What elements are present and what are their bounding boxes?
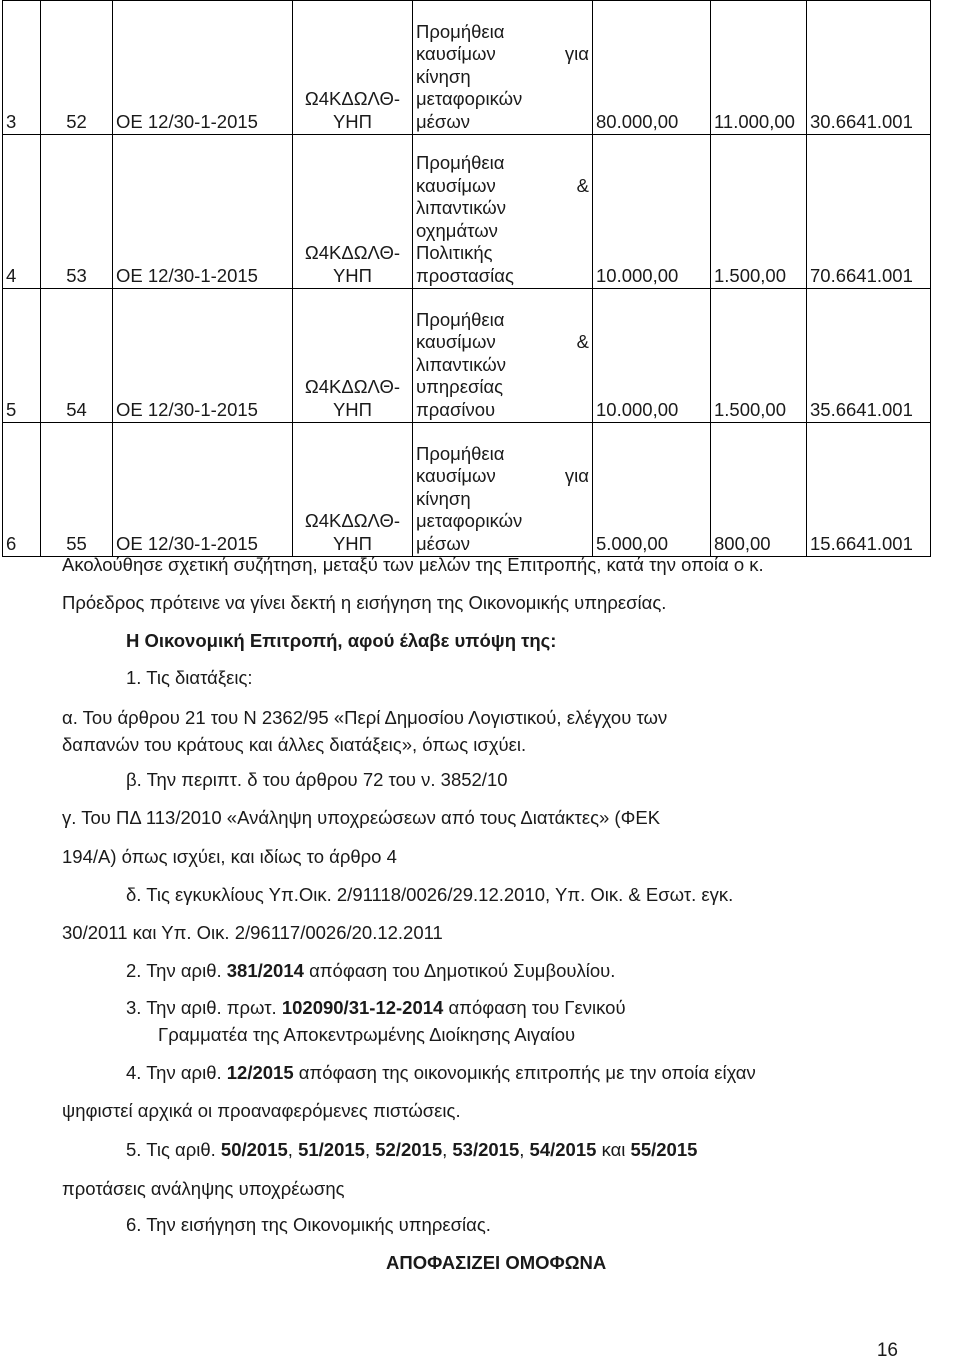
amount-1-cell: 10.000,00: [593, 289, 711, 423]
item-1: 1. Τις διατάξεις:: [126, 667, 253, 688]
item-4-pre: 4. Την αριθ.: [126, 1062, 227, 1083]
item-5-comma-4: ,: [519, 1139, 525, 1160]
reference-cell: ΟΕ 12/30-1-2015: [113, 289, 293, 423]
code-bottom: ΥΗΠ: [332, 111, 373, 132]
description-line: λιπαντικών: [416, 197, 506, 218]
description-cell: [413, 135, 593, 289]
description-line: μεταφορικών: [416, 88, 523, 109]
item-5-line-2: προτάσεις ανάληψης υποχρέωσης: [62, 1178, 345, 1199]
amount-2-cell: 1.500,00: [711, 135, 807, 289]
amount-1-cell: 10.000,00: [593, 135, 711, 289]
description-cell: [413, 423, 593, 557]
item-5-ref-4: 53/2015: [452, 1139, 520, 1160]
item-d-line-2: 30/2011 και Υπ. Οικ. 2/96117/0026/20.12.2011: [62, 922, 443, 943]
entry-id-cell: 53: [41, 135, 113, 289]
description-line: μεταφορικών: [416, 510, 523, 531]
description-line: καυσίμων για: [416, 465, 589, 486]
row-number-cell: 6: [3, 423, 41, 557]
code-cell: [293, 423, 413, 557]
item-4-line-2: ψηφιστεί αρχικά οι προαναφερόμενες πιστώσεις.: [62, 1100, 461, 1121]
description-line: πρασίνου: [416, 398, 496, 420]
description-line: υπηρεσίας: [416, 376, 504, 397]
reference-cell: ΟΕ 12/30-1-2015: [113, 1, 293, 135]
description-line: καυσίμων &: [416, 331, 589, 352]
item-2-pre: 2. Την αριθ.: [126, 960, 227, 981]
item-3-protocol-number: 102090/31-12-2014: [281, 997, 444, 1018]
description-line: οχημάτων: [416, 219, 498, 241]
item-5-ref-6: 55/2015: [630, 1139, 698, 1160]
item-6: 6. Την εισήγηση της Οικονομικής υπηρεσίας.: [126, 1214, 491, 1235]
item-4-decision-number: 12/2015: [226, 1062, 294, 1083]
entry-id-cell: 55: [41, 423, 113, 557]
item-2-post: απόφαση του Δημοτικού Συμβουλίου.: [303, 960, 616, 981]
description-cell: [413, 289, 593, 423]
item-5-comma-1: ,: [287, 1139, 293, 1160]
item-5-ref-3: 52/2015: [375, 1139, 443, 1160]
description-line: Προμήθεια: [416, 442, 505, 464]
description-line: Πολιτικής: [416, 242, 493, 263]
item-5-and: και: [601, 1139, 626, 1160]
code-bottom: ΥΗΠ: [332, 399, 373, 420]
item-5: [126, 1139, 697, 1161]
code-top: Ω4ΚΔΩΛΘ-: [304, 510, 401, 531]
item-3-pre: 3. Την αριθ. πρωτ.: [126, 997, 282, 1018]
description-line: κίνηση: [416, 487, 471, 509]
item-d-line-1: δ. Τις εγκυκλίους Υπ.Οικ. 2/91118/0026/29.12.2010, Υπ. Οικ. & Εσωτ. εγκ.: [126, 884, 734, 905]
description-line: προστασίας: [416, 264, 514, 286]
code-top: Ω4ΚΔΩΛΘ-: [304, 242, 401, 263]
code-bottom: ΥΗΠ: [332, 533, 373, 554]
description-line: Προμήθεια: [416, 308, 505, 330]
code-cell: [293, 289, 413, 423]
item-2-decision-number: 381/2014: [226, 960, 304, 981]
code-bottom: ΥΗΠ: [332, 265, 373, 286]
reference-cell: ΟΕ 12/30-1-2015: [113, 135, 293, 289]
code-cell: [293, 1, 413, 135]
entry-id-cell: 52: [41, 1, 113, 135]
item-4: [126, 1062, 756, 1084]
discussion-line-2: Πρόεδρος πρότεινε να γίνει δεκτή η εισήγηση της Οικονομικής υπηρεσίας.: [62, 592, 667, 613]
code-top: Ω4ΚΔΩΛΘ-: [304, 88, 401, 109]
page-number: 16: [876, 1340, 898, 1361]
amount-1-cell: 5.000,00: [593, 423, 711, 557]
table-row: [3, 289, 931, 423]
account-code-cell: 35.6641.001: [807, 289, 931, 423]
description-cell: [413, 1, 593, 135]
table-row: [3, 135, 931, 289]
budget-table: [2, 0, 931, 557]
item-5-ref-2: 51/2015: [298, 1139, 365, 1160]
item-g-line-2: 194/Α) όπως ισχύει, και ιδίως το άρθρο 4: [62, 846, 397, 867]
item-b: β. Την περιπτ. δ του άρθρου 72 του ν. 3852/10: [126, 769, 508, 790]
committee-heading: Η Οικονομική Επιτροπή, αφού έλαβε υπόψη της:: [126, 630, 557, 651]
item-2: [126, 960, 615, 982]
description-line: Προμήθεια: [416, 152, 505, 173]
description-line: καυσίμων &: [416, 174, 589, 196]
account-code-cell: 15.6641.001: [807, 423, 931, 557]
item-3: [126, 997, 626, 1019]
item-5-pre: 5. Τις αριθ.: [126, 1139, 221, 1160]
description-line: λιπαντικών: [416, 353, 506, 375]
item-a-line-2: δαπανών του κράτους και άλλες διατάξεις», όπως ισχύει.: [62, 734, 527, 755]
table-row: [3, 423, 931, 557]
amount-2-cell: 800,00: [711, 423, 807, 557]
row-number-cell: 3: [3, 1, 41, 135]
entry-id-cell: 54: [41, 289, 113, 423]
item-5-comma-2: ,: [364, 1139, 371, 1160]
item-g-line-1: γ. Του ΠΔ 113/2010 «Ανάληψη υποχρεώσεων από τους Διατάκτες» (ΦΕΚ: [62, 807, 661, 828]
item-a-line-1: α. Του άρθρου 21 του Ν 2362/95 «Περί Δημοσίου Λογιστικού, ελέγχου των: [62, 707, 668, 728]
code-top: Ω4ΚΔΩΛΘ-: [304, 376, 401, 397]
item-5-ref-5: 54/2015: [529, 1139, 597, 1160]
amount-2-cell: 1.500,00: [711, 289, 807, 423]
item-4-post: απόφαση της οικονομικής επιτροπής με την οποία είχαν: [293, 1062, 756, 1083]
item-5-comma-3: ,: [442, 1139, 448, 1160]
account-code-cell: 30.6641.001: [807, 1, 931, 135]
row-number-cell: 4: [3, 135, 41, 289]
table-row: [3, 1, 931, 135]
row-number-cell: 5: [3, 289, 41, 423]
decision-heading: ΑΠΟΦΑΣΙΖΕΙ ΟΜΟΦΩΝΑ: [386, 1252, 607, 1273]
description-line: καυσίμων για: [416, 43, 589, 64]
item-3-post: απόφαση του Γενικού: [443, 997, 626, 1018]
description-line: κίνηση: [416, 65, 471, 87]
account-code-cell: 70.6641.001: [807, 135, 931, 289]
amount-2-cell: 11.000,00: [711, 1, 807, 135]
description-line: μέσων: [416, 110, 471, 132]
discussion-line-1: Ακολούθησε σχετική συζήτηση, μεταξύ των μελών της Επιτροπής, κατά την οποία ο κ.: [62, 554, 764, 575]
description-line: μέσων: [416, 532, 471, 554]
code-cell: [293, 135, 413, 289]
reference-cell: ΟΕ 12/30-1-2015: [113, 423, 293, 557]
description-line: Προμήθεια: [416, 20, 505, 42]
item-5-ref-1: 50/2015: [220, 1139, 288, 1160]
item-3-line-2: Γραμματέα της Αποκεντρωμένης Διοίκησης Αιγαίου: [158, 1024, 576, 1045]
amount-1-cell: 80.000,00: [593, 1, 711, 135]
